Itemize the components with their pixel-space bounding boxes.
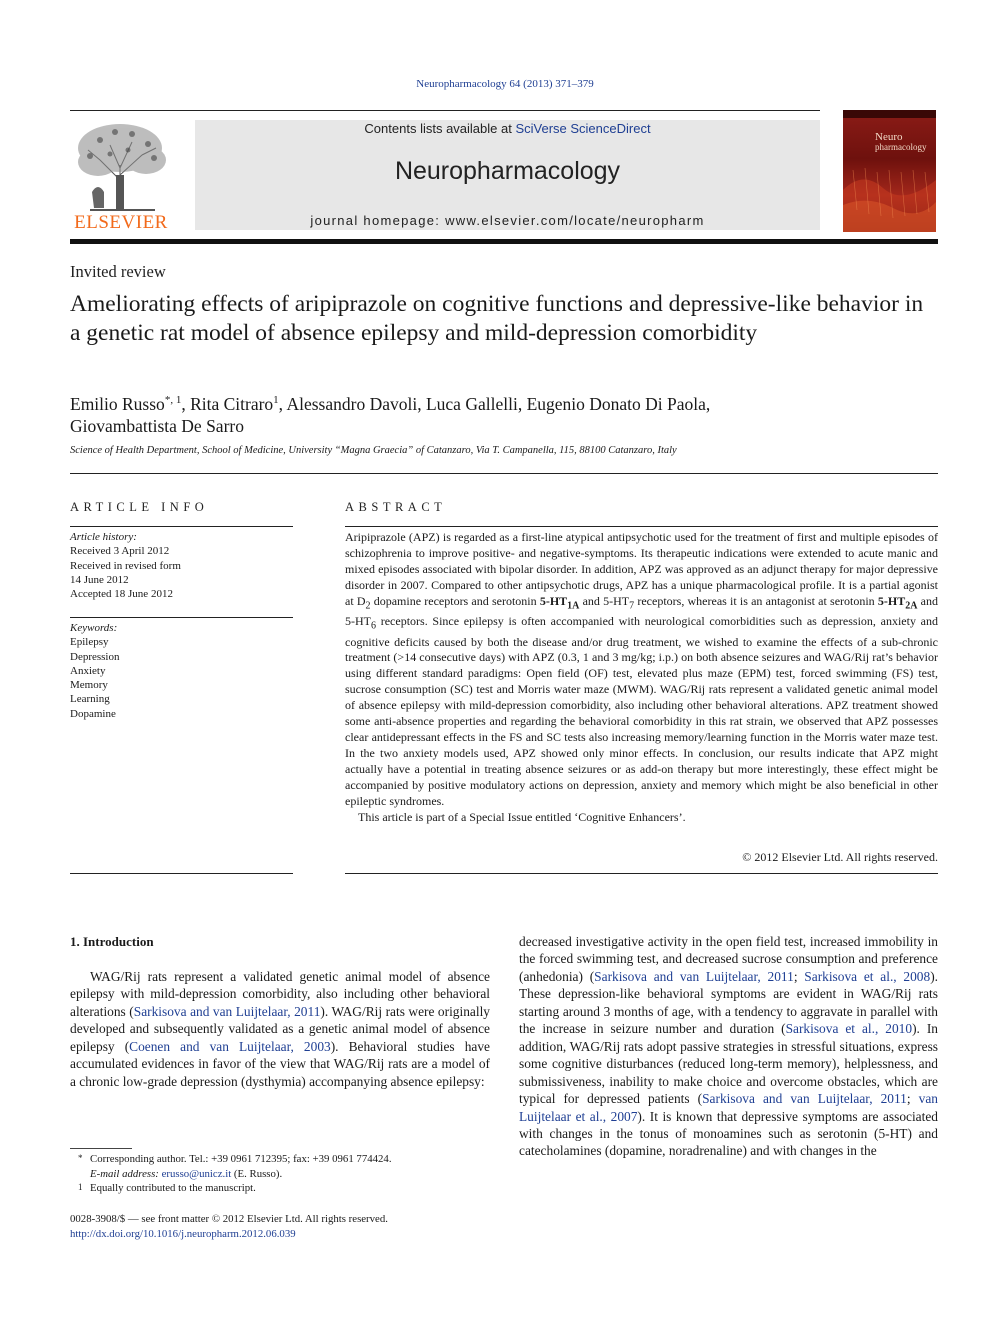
citation-link[interactable]: van Luijtelaar et al., 2007 xyxy=(519,1091,938,1124)
abstract-special-issue: This article is part of a Special Issue entitled ‘Cognitive Enhancers’. xyxy=(358,809,686,824)
abstract-body xyxy=(345,530,938,826)
subscript: 2 xyxy=(365,600,371,612)
doi-link[interactable]: http://dx.doi.org/10.1016/j.neuropharm.2012.06.039 xyxy=(70,1227,296,1240)
elsevier-wordmark: ELSEVIER xyxy=(74,212,168,233)
footnotes xyxy=(70,1152,490,1196)
email-note xyxy=(70,1167,490,1182)
keywords-label: Keywords: xyxy=(70,622,118,634)
bold-receptor: 5-HT xyxy=(877,593,906,608)
keyword: Epilepsy xyxy=(70,636,109,649)
author-name[interactable]: Giovambattista De Sarro xyxy=(70,415,244,436)
cover-title-line-1: Neuro xyxy=(875,131,903,143)
journal-reference[interactable]: Neuropharmacology 64 (2013) 371–379 xyxy=(416,78,594,90)
article-info-rule xyxy=(70,526,293,527)
history-label: Article history: xyxy=(70,531,137,543)
journal-name: Neuropharmacology xyxy=(394,157,621,185)
citation-link[interactable]: Sarkisova and van Luijtelaar, 2011 xyxy=(594,968,794,984)
section-rule xyxy=(70,473,938,474)
article-info-rule xyxy=(70,617,293,618)
footnote-mark: * xyxy=(78,1153,83,1163)
introduction-right-column xyxy=(519,933,938,1160)
article-type: Invited review xyxy=(70,262,166,281)
header-thick-rule xyxy=(70,239,938,244)
contents-prefix: Contents lists available at xyxy=(364,121,516,136)
abstract-text: dopamine receptors and serotonin xyxy=(370,593,540,608)
journal-homepage[interactable]: journal homepage: www.elsevier.com/locate/neuropharm xyxy=(310,213,705,228)
citation-link[interactable]: Sarkisova and van Luijtelaar, 2011 xyxy=(133,1003,321,1019)
corresponding-author-note xyxy=(70,1152,490,1167)
abstract-paragraph xyxy=(345,530,938,810)
footnote-text: Corresponding author. Tel.: +39 0961 712395; fax: +39 0961 774424. xyxy=(90,1153,392,1165)
introduction-heading: 1. Introduction xyxy=(70,934,154,949)
article-info-rule xyxy=(70,873,293,874)
keyword: Anxiety xyxy=(70,664,106,677)
footnote-rule xyxy=(70,1148,132,1149)
citation-link[interactable]: Sarkisova et al., 2010 xyxy=(785,1021,913,1037)
article-title: Ameliorating effects of aripiprazole on cognitive functions and depressive-like behavior in a genetic rat model of absence epilepsy and mild-depression comorbidity xyxy=(70,291,924,346)
abstract-text: receptors. Since epilepsy is often accompanied with neurological comorbidities such as depression, anxiety and cognitive deficits caused by both the disease and/or drug treatment, we wished to examine the effects of a sub-chronic treatment (>14 consecutive days) with APZ (0.3, 1 and 3 mg/kg; i.p.) on both absence seizures and WAG/Rij rat’s behavior using different standard paradigms: Open field (OF) test, elevated plus maze (EPM) test, forced swimming (FS) test, sucrose consumption (SC) test and Morris water maze (MWM). WAG/Rij rats represent a validated genetic animal model of absence epilepsy with mild-depression comorbidity, also including other behavioral alterations. APZ treatment showed some anti-absence properties and regarding the behavioral comorbidity in this rat strain, we observed that APZ possesses clear antidepressant effects in the FS and SC tests also increasing memory/learning function in the Morris water maze test. In the two anxiety models used, APZ showed only minor effects. In conclusion, our results indicate that APZ might actually have a potential in treating absence seizures or as add-on therapy but more interestingly, these effect might be accompanied by positive modulatory actions on depression, anxiety and memory which might be also beneficial in other epileptic syndromes. xyxy=(345,614,938,809)
footnote-text: Equally contributed to the manuscript. xyxy=(90,1182,256,1194)
email-suffix: (E. Russo). xyxy=(231,1167,283,1180)
citation-link[interactable]: Sarkisova and van Luijtelaar, 2011 xyxy=(702,1091,907,1107)
citation-link[interactable]: Sarkisova et al., 2008 xyxy=(804,968,931,984)
citation-link[interactable]: Coenen and van Luijtelaar, 2003 xyxy=(129,1038,331,1054)
author-mark[interactable]: *, 1 xyxy=(164,394,182,406)
author-list: Emilio Russo$^{*, 1}$, Rita Citraro$^1$, Alessandro Davoli, Luca Gallelli, Eugenio Donato Di Paola, Giovambattista De Sarro xyxy=(70,393,711,436)
intro-text: ). In addition, WAG/Rij rats adopt passive strategies in stressful situations, express some cognitive disturbances (reduced long-term memory), helplessness, and submissiveness, inability to make choice and overcome obstacles, which are typical for depressed patients ( xyxy=(519,1021,938,1107)
history-item: Accepted 18 June 2012 xyxy=(70,588,173,601)
subscript: 7 xyxy=(629,600,635,612)
intro-text: WAG/Rij rats represent a validated genetic animal model of absence epilepsy with mild-depression comorbidity, also including other behavioral alterations ( xyxy=(70,969,490,1019)
subscript: 2A xyxy=(905,600,918,612)
article-history xyxy=(70,530,293,601)
equal-contribution-note xyxy=(70,1181,490,1196)
subscript: 6 xyxy=(371,620,376,632)
abstract-copyright: © 2012 Elsevier Ltd. All rights reserved. xyxy=(742,850,938,864)
subscript: 1A xyxy=(567,600,580,612)
cover-title-line-2: pharmacology xyxy=(875,142,927,152)
abstract-text: Aripiprazole (APZ) is regarded as a first-line atypical antipsychotic used for the treatment of first and multiple episodes of schizophrenia to improve positive- and negative-symptoms. Its therapeutic indications were extended to acute manic and mixed episodes associated with bipolar disorder. In addition, APZ was approved as an adjunct therapy for major depressive disorder in 2007. Compared to other antipsychotic drugs, APZ has a unique pharmacological profile. It is a partial agonist at D xyxy=(345,530,938,608)
author-mark[interactable]: 1 xyxy=(273,394,279,406)
author-name[interactable]: Luca Gallelli xyxy=(425,393,518,414)
journal-cover-image xyxy=(843,110,936,232)
history-item: Received in revised form xyxy=(70,559,181,572)
email-label: E-mail address: xyxy=(90,1167,162,1180)
abstract-rule xyxy=(345,526,938,527)
intro-text: ; xyxy=(793,968,805,984)
article-info-heading: ARTICLE INFO xyxy=(70,500,209,514)
abstract-heading: ABSTRACT xyxy=(345,500,447,514)
footnote-mark: 1 xyxy=(78,1182,83,1192)
intro-text: ). It is known that depressive symptoms are associated with changes in the tonus of monoamines such as serotonin (5-HT) and catecholamines (dopamine, noradrenaline) and with changes in the xyxy=(519,1108,938,1159)
history-item: Received 3 April 2012 xyxy=(70,545,170,558)
keywords xyxy=(70,621,293,721)
author-name[interactable]: Rita Citraro xyxy=(190,393,274,414)
keyword: Learning xyxy=(70,693,110,706)
history-item: 14 June 2012 xyxy=(70,573,129,586)
keyword: Dopamine xyxy=(70,707,116,720)
abstract-rule xyxy=(345,873,938,874)
author-name[interactable]: Alessandro Davoli xyxy=(286,393,418,414)
publication-info xyxy=(70,1212,490,1241)
contents-available-line xyxy=(195,121,820,136)
author-name[interactable]: Emilio Russo xyxy=(70,393,165,414)
intro-text: ). WAG/Rij rats were originally developed and subsequently validated as a genetic animal model of absence epilepsy ( xyxy=(70,1003,490,1054)
keyword: Depression xyxy=(70,650,120,663)
email-link[interactable]: erusso@unicz.it xyxy=(161,1167,232,1180)
sciencedirect-link[interactable]: SciVerse ScienceDirect xyxy=(515,121,651,136)
intro-text: decreased investigative activity in the open field test, increased immobility in the forced swimming test, and decreased sucrose consumption and preference (anhedonia) ( xyxy=(519,934,938,984)
header-top-rule xyxy=(70,110,820,111)
abstract-text: receptors, whereas it is an antagonist at serotonin xyxy=(634,593,878,608)
affiliation: Science of Health Department, School of Medicine, University “Magna Graecia” of Catanzaro, Via T. Campanella, 115, 88100 Catanzaro, Italy xyxy=(70,445,677,456)
intro-text: ). Behavioral studies have accumulated evidences in favor of the view that WAG/Rij rats are a model of a chronic low-grade depression (dysthymia) accompanying absence epilepsy: xyxy=(70,1038,490,1089)
abstract-text: and 5-HT xyxy=(345,593,938,629)
issn-line: 0028-3908/$ — see front matter © 2012 Elsevier Ltd. All rights reserved. xyxy=(70,1213,388,1225)
bold-receptor: 5-HT xyxy=(539,593,568,608)
intro-text: ). These depression-like behavioral symptoms are evident in WAG/Rij rats starting around 3 months of age, with a tendency to aggravate in parallel with the increase in seizure number and duration ( xyxy=(519,968,938,1037)
author-name[interactable]: Eugenio Donato Di Paola xyxy=(526,393,706,414)
introduction-left-column xyxy=(70,968,490,1090)
intro-text: ; xyxy=(906,1091,919,1107)
keyword: Memory xyxy=(70,679,108,692)
cover-title xyxy=(875,132,935,152)
abstract-text: and 5-HT xyxy=(579,593,630,608)
